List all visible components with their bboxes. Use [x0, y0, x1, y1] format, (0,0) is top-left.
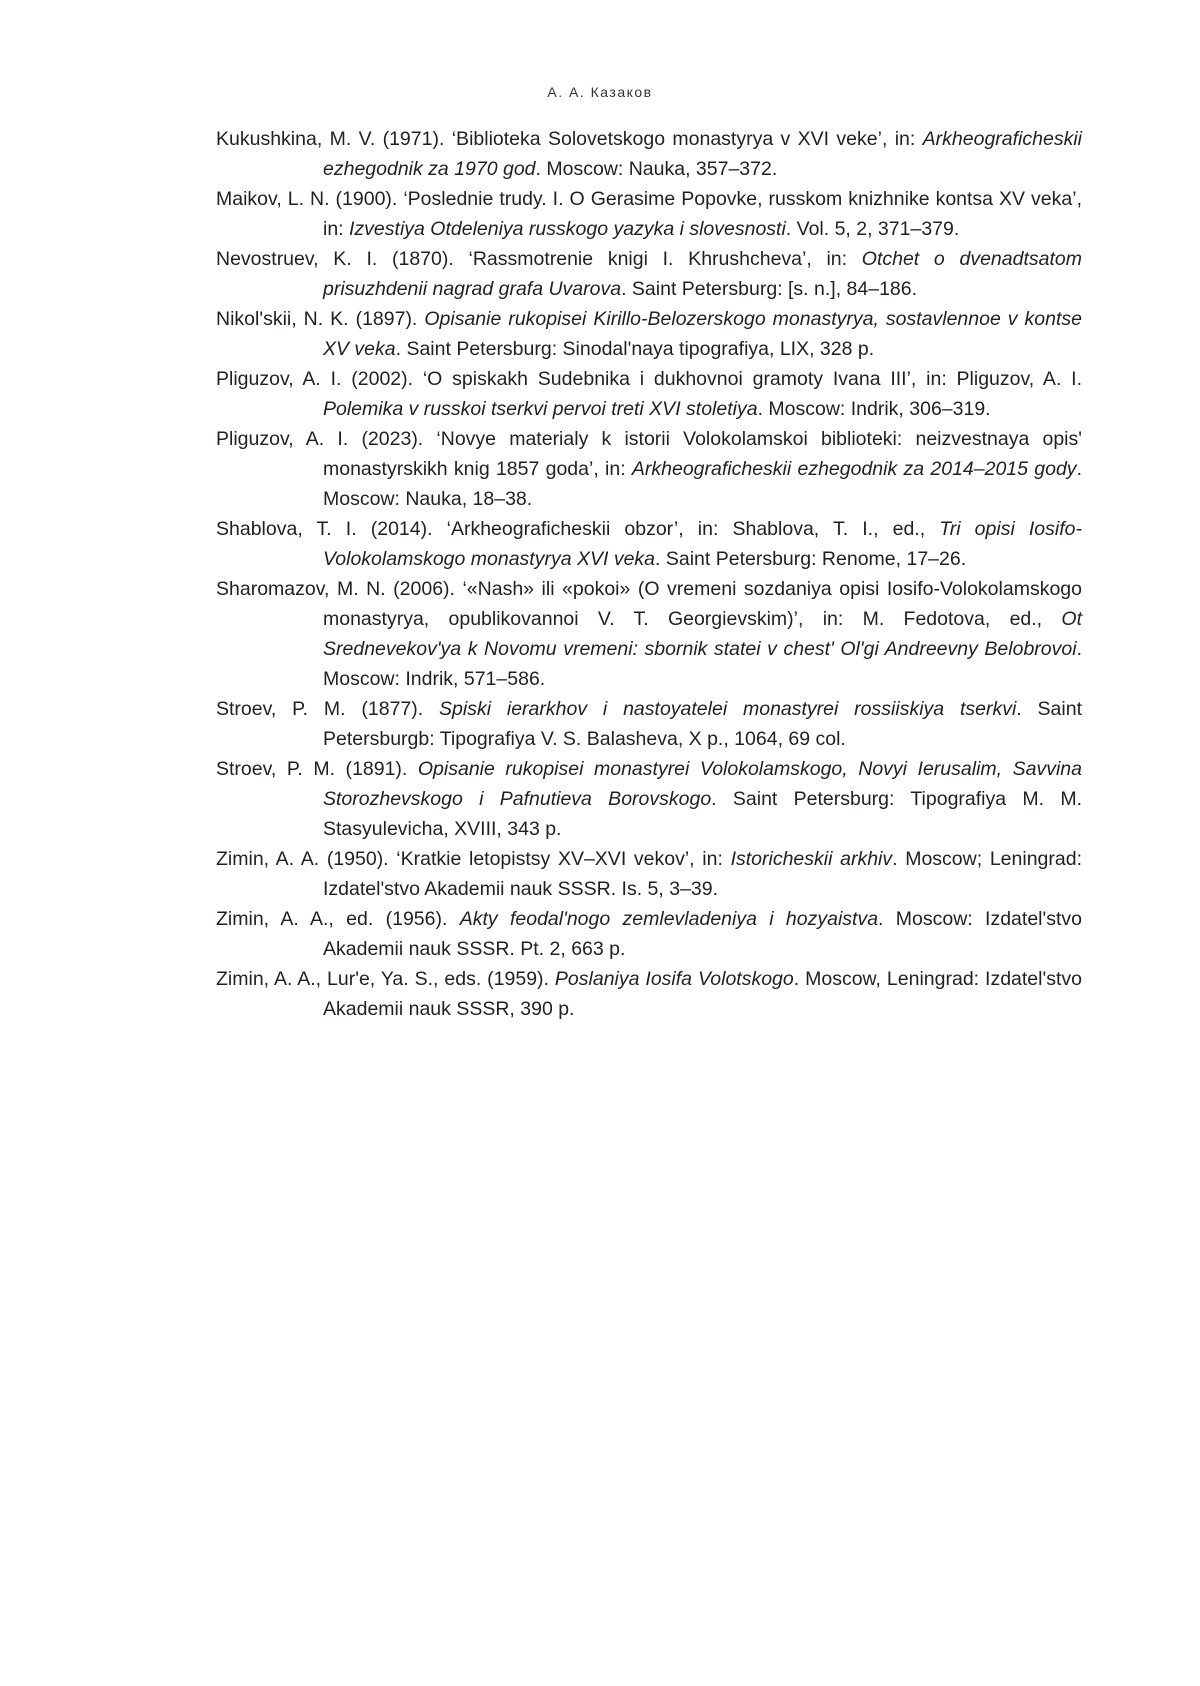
running-header-author: А. А. Казаков: [547, 84, 653, 100]
reference-publication: . Moscow: Nauka, 18–38.: [323, 458, 1082, 510]
reference-text: Pliguzov, A. I. (2002). ‘O spiskakh Sudebnika i dukhovnoi gramoty Ivana III’, in: Pliguzov, A. I.: [216, 368, 1082, 390]
reference-entry: [216, 364, 1082, 424]
reference-title: Opisanie rukopisei monastyrei Volokolamskogo, Novyi Ierusalim, Savvina Storozhevskogo i Pafnutieva Borovskogo: [323, 758, 1082, 810]
reference-entry: [216, 964, 1082, 1024]
reference-entry: [216, 244, 1082, 304]
reference-publication: . Moscow: Nauka, 357–372.: [535, 158, 778, 180]
reference-publication: . Saint Petersburg: [s. n.], 84–186.: [621, 278, 918, 300]
reference-entry: [216, 574, 1082, 694]
reference-entry: [216, 184, 1082, 244]
reference-entry: [216, 304, 1082, 364]
reference-title: Polemika v russkoi tserkvi pervoi treti XVI stoletiya: [323, 398, 758, 420]
reference-publication: . Saint Petersburg: Renome, 17–26.: [655, 548, 967, 570]
reference-text: Nevostruev, K. I. (1870). ‘Rassmotrenie knigi I. Khrushcheva’, in:: [216, 248, 862, 270]
reference-title: Akty feodal'nogo zemlevladeniya i hozyaistva: [459, 908, 879, 930]
reference-text: Sharomazov, M. N. (2006). ‘«Nash» ili «pokoi» (O vremeni sozdaniya opisi Iosifo-Volokolamskogo monastyrya, opublikovannoi V. T. Georgievskim)’, in: M. Fedotova, ed.,: [216, 578, 1082, 630]
reference-publication: . Moscow: Izdatel'stvo Akademii nauk SSSR. Pt. 2, 663 p.: [323, 908, 1082, 960]
reference-title: Izvestiya Otdeleniya russkogo yazyka i slovesnosti: [349, 218, 786, 240]
reference-text: Pliguzov, A. I. (2023). ‘Novye materialy k istorii Volokolamskoi biblioteki: neizvestnaya opis' monastyrskikh knig 1857 goda’, in:: [216, 428, 1082, 480]
reference-text: Stroev, P. M. (1877).: [216, 698, 440, 720]
reference-text: Zimin, A. A., Lur'e, Ya. S., eds. (1959).: [216, 968, 555, 990]
reference-text: Zimin, A. A. (1950). ‘Kratkie letopistsy XV–XVI vekov’, in:: [216, 848, 731, 870]
reference-publication: . Moscow; Leningrad: Izdatel'stvo Akademii nauk SSSR. Is. 5, 3–39.: [323, 848, 1082, 900]
reference-entry: [216, 904, 1082, 964]
reference-text: Stroev, P. M. (1891).: [216, 758, 418, 780]
reference-title: Otchet o dvenadtsatom prisuzhdenii nagrad grafa Uvarova: [323, 248, 1082, 300]
reference-text: Zimin, A. A., ed. (1956).: [216, 908, 460, 930]
reference-publication: . Saint Petersburgb: Tipografiya V. S. Balasheva, X p., 1064, 69 col.: [323, 698, 1082, 750]
reference-title: Tri opisi Iosifo-Volokolamskogo monastyrya XVI veka: [323, 518, 1082, 570]
reference-entry: [216, 124, 1082, 184]
reference-publication: . Saint Petersburg: Tipografiya M. M. Stasyulevicha, XVIII, 343 p.: [323, 788, 1083, 840]
reference-text: Shablova, T. I. (2014). ‘Arkheograficheskii obzor’, in: Shablova, T. I., ed.,: [216, 518, 940, 540]
reference-text: Nikol'skii, N. K. (1897).: [216, 308, 425, 330]
reference-title: Spiski ierarkhov i nastoyatelei monastyrei rossiiskiya tserkvi: [439, 698, 1017, 720]
reference-entry: [216, 754, 1082, 844]
reference-title: Opisanie rukopisei Kirillo-Belozerskogo monastyrya, sostavlennoe v kontse XV veka: [323, 308, 1082, 360]
reference-entry: [216, 424, 1082, 514]
reference-title: Ot Srednevekov'ya k Novomu vremeni: sbornik statei v chest' Ol'gi Andreevny Belobrovoi: [323, 608, 1082, 660]
reference-title: Arkheograficheskii ezhegodnik za 1970 god: [323, 128, 1082, 180]
reference-entry: [216, 844, 1082, 904]
reference-publication: . Moscow: Indrik, 306–319.: [757, 398, 991, 420]
reference-list: [216, 124, 1082, 1024]
reference-title: Arkheograficheskii ezhegodnik za 2014–2015 gody: [631, 458, 1077, 480]
reference-publication: . Moscow, Leningrad: Izdatel'stvo Akademii nauk SSSR, 390 p.: [323, 968, 1082, 1020]
reference-publication: . Moscow: Indrik, 571–586.: [323, 638, 1082, 690]
reference-publication: . Saint Petersburg: Sinodal'naya tipografiya, LIX, 328 p.: [395, 338, 875, 360]
reference-title: Istoricheskii arkhiv: [730, 848, 893, 870]
reference-title: Poslaniya Iosifa Volotskogo: [554, 968, 794, 990]
reference-text: Maikov, L. N. (1900). ‘Poslednie trudy. I. O Gerasime Popovke, russkom knizhnike kontsa XV veka’, in:: [216, 188, 1082, 240]
reference-text: Kukushkina, M. V. (1971). ‘Biblioteka Solovetskogo monastyrya v XVI veke’, in:: [216, 128, 923, 150]
reference-entry: [216, 514, 1082, 574]
reference-entry: [216, 694, 1082, 754]
reference-publication: . Vol. 5, 2, 371–379.: [785, 218, 960, 240]
